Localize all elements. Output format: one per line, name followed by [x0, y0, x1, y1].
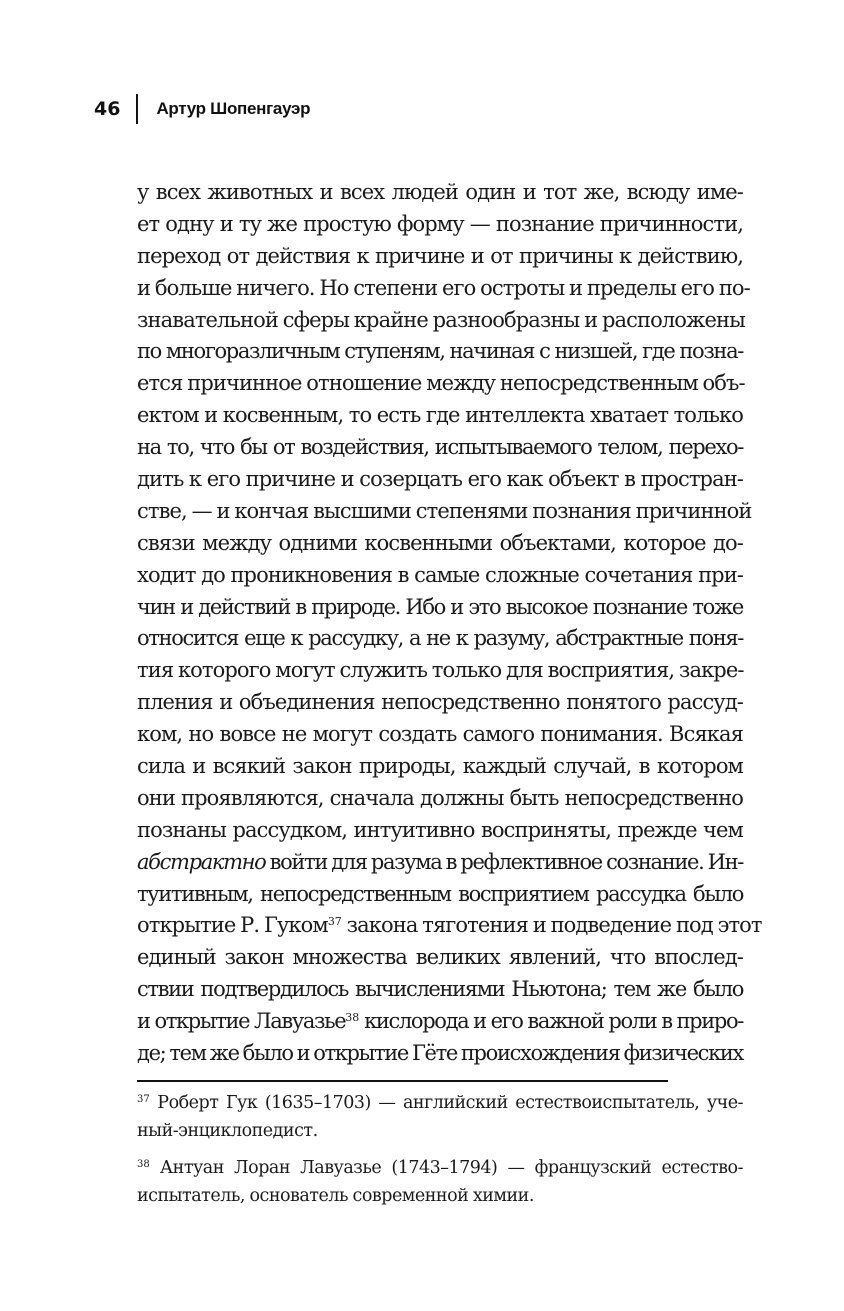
text-line [137, 1006, 743, 1038]
footnote-ref-37[interactable]: 37 [327, 915, 342, 929]
text-line: ком, но вовсе не могут создать самого понимания. Всякая [137, 722, 743, 747]
text-segment: закона тяготения и подведение под этот [341, 913, 762, 938]
text-line: и больше ничего. Но степени его остроты и пределы его по- [137, 275, 750, 300]
header-divider [136, 94, 138, 124]
text-line: у всех животных и всех людей один и тот же, всюду име- [137, 180, 743, 204]
footnote-number: 37 [137, 1094, 150, 1105]
footnote-text: испытатель, основатель современной химии. [137, 1185, 534, 1206]
text-line: чин и действий в природе. Ибо и это высокое познание тоже [137, 594, 743, 619]
footnote-38 [137, 1155, 743, 1183]
text-line: ствии подтвердилось вычислениями Ньютона; тем же было [137, 977, 743, 1002]
text-line-rest: войти для разума в рефлективное сознание. Ин- [265, 849, 743, 874]
text-line: переход от действия к причине и от причины к действию, [137, 243, 743, 268]
body-text [137, 177, 762, 1070]
text-segment: кислорода и его важной роли в приро- [359, 1009, 743, 1034]
text-line: де; тем же было и открытие Гёте происхождения физических [137, 1041, 743, 1066]
italic-word: абстрактно [137, 849, 266, 874]
footnote-text: Антуан Лоран Лавуазье (1743–1794) — французский естество- [149, 1158, 743, 1178]
footnote-separator [137, 1080, 668, 1082]
text-line: они проявляются, сначала должны быть непосредственно [137, 785, 743, 810]
text-line: дить к его причине и созерцать его как объект в простран- [137, 467, 743, 492]
text-line: ет одну и ту же простую форму — познание причинности, [137, 211, 743, 236]
footnote-number: 38 [137, 1159, 150, 1170]
text-line: относится еще к рассудку, а не к разуму, абстрактные поня- [137, 626, 743, 651]
text-segment: и открытие Лавуазье [137, 1009, 346, 1034]
text-line: стве, — и кончая высшими степенями познания причинной [137, 498, 752, 523]
footnote-ref-38[interactable]: 38 [345, 1011, 360, 1025]
text-line: единый закон множества великих явлений, что впослед- [137, 945, 743, 970]
text-line [137, 847, 743, 879]
footnote-text: ный-энциклопедист. [137, 1120, 318, 1141]
text-line: связи между одними косвенными объектами, которое до- [137, 530, 743, 555]
running-head: Артур Шопенгауэр [156, 99, 311, 118]
text-segment: открытие Р. Гуком [137, 913, 328, 938]
footnote-37 [137, 1090, 743, 1118]
footnote-text: Роберт Гук (1635–1703) — английский естествоиспытатель, уче- [149, 1093, 743, 1113]
page-number: 46 [94, 98, 121, 120]
text-line [137, 910, 762, 942]
text-line: знавательной сферы крайне разнообразны и расположены [137, 307, 745, 332]
text-line: пления и объединения непосредственно понятого рассуд- [137, 690, 743, 715]
text-line: ектом и косвенным, то есть где интеллекта хватает только [137, 403, 743, 428]
text-line: ется причинное отношение между непосредственным объ- [137, 371, 745, 396]
text-line: ходит до проникновения в самые сложные сочетания при- [137, 562, 743, 587]
text-line: тия которого могут служить только для восприятия, закре- [137, 658, 744, 683]
footnotes [137, 1090, 743, 1210]
page-header [94, 92, 310, 126]
text-line: познаны рассудком, интуитивно восприняты, прежде чем [137, 817, 743, 842]
text-line: сила и всякий закон природы, каждый случай, в котором [137, 754, 743, 779]
text-line: туитивным, непосредственным восприятием рассудка было [137, 881, 743, 906]
text-line: на то, что бы от воздействия, испытываемого телом, перехо- [137, 435, 743, 460]
text-line: по многоразличным ступеням, начиная с низшей, где позна- [137, 339, 743, 364]
